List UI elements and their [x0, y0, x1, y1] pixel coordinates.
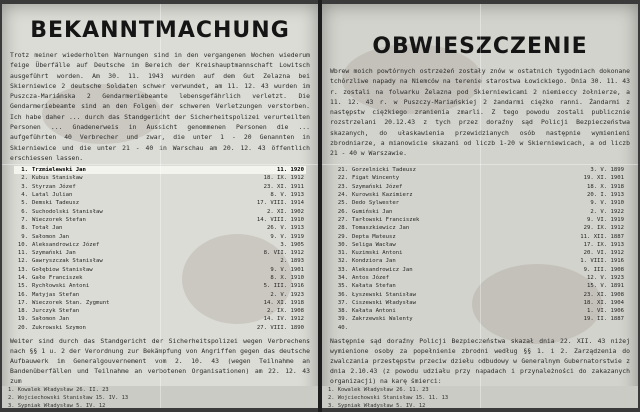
victim-birth-date: 14. XI. 1918: [263, 299, 304, 306]
victim-birth-date: 2. IX. 1908: [266, 308, 304, 315]
victim-number: 37.: [337, 299, 348, 306]
fold-crease: [322, 164, 638, 165]
victim-name: Szymański Jan: [32, 250, 76, 257]
victim-name: Rychłowski Antoni: [32, 283, 90, 290]
victim-number: 16.: [17, 291, 28, 298]
victim-birth-date: 2. V. 1922: [590, 208, 624, 215]
victim-number: 22.: [337, 175, 348, 182]
victim-number: 39.: [337, 316, 348, 323]
victim-birth-date: 19. XI. 1901: [583, 175, 624, 182]
victim-name: Sałomon Jan: [32, 233, 70, 240]
victim-birth-date: 17. IX. 1913: [583, 241, 624, 248]
victim-birth-date: 2. XI. 1902: [266, 208, 304, 215]
victim-number: 19.: [17, 316, 28, 323]
victim-birth-date: 1. VIII. 1916: [580, 258, 624, 265]
victim-birth-date: 9. VI. 1919: [586, 216, 624, 223]
victim-number: 1.: [21, 167, 28, 174]
victim-name: Gawryszczak Stanisław: [32, 258, 103, 265]
victim-number: 18.: [17, 308, 28, 315]
victim-name: Aleksandrowicz Józef: [32, 241, 100, 248]
victim-name: Figat Wincenty: [352, 175, 400, 182]
victim-birth-date: 2. 1893: [280, 258, 304, 265]
victim-birth-date: 14. VIII. 1910: [256, 216, 304, 223]
victim-birth-date: 20. I. 1913: [586, 192, 624, 199]
victim-number: 4.: [21, 192, 28, 199]
victim-number: 34.: [337, 275, 348, 281]
victim-number: 5.: [21, 200, 28, 207]
victim-name: Totał Jan: [32, 225, 63, 232]
victim-number: 8.: [21, 225, 28, 232]
victim-birth-date: 18. IX. 1912: [263, 175, 304, 182]
victim-birth-date: 23. XI. 1908: [583, 291, 624, 298]
victim-birth-date: 2. V. 1923: [270, 291, 304, 298]
victim-number: 20.: [17, 324, 28, 331]
victim-number: 9.: [21, 233, 28, 240]
victim-number: 40.: [337, 324, 348, 331]
victim-name: Dedo Sylwester: [352, 200, 400, 207]
second-list-row: 3. Sypniak Władysław 5. IV. 12: [328, 403, 426, 408]
poster-outro-german: Weiter sind durch das Standgericht der Sicherheitspolizei wegen Verbrechens nach §§ 1 u. 2 der Verordnung zur Bekämpfung von Angriffen gegen das deutsche Aufbauwerk im Generalgouvernement vom 2. 10. 43 (wegen Teilnahme an Bandenüberfällen und Teilnahme an verbotenen Organisationen) am 22. 12. 43 zum: [10, 337, 310, 385]
victim-birth-date: 3. V. 1899: [590, 167, 624, 174]
victim-number: 25.: [337, 200, 348, 207]
victim-number: 30.: [337, 241, 348, 248]
victim-birth-date: 23. XI. 1911: [263, 183, 304, 190]
victim-birth-date: 11. 1920: [277, 167, 304, 174]
victim-birth-date: 18. XI. 1904: [583, 299, 624, 306]
german-poster: [2, 4, 318, 408]
victim-name: Tarłowski Franciszek: [352, 216, 420, 223]
poster-title-german: BEKANNTMACHUNG: [30, 18, 290, 43]
victim-number: 15.: [17, 283, 28, 290]
victim-name: Latal Julian: [32, 192, 73, 199]
victim-number: 13.: [17, 266, 28, 273]
victim-number: 12.: [17, 258, 28, 265]
victim-birth-date: 8. X. 1910: [270, 275, 304, 281]
victim-number: 29.: [337, 233, 348, 240]
victim-name: Kubus Stanisław: [32, 175, 83, 182]
victim-name: Gorzelnicki Tadeusz: [352, 167, 416, 174]
victim-number: 3.: [21, 183, 28, 190]
victim-name: Kałata Antoni: [352, 308, 396, 315]
victim-name: Gałe Franciszek: [32, 275, 83, 281]
victim-birth-date: 11. XII. 1887: [580, 233, 624, 240]
victim-number: 31.: [337, 250, 348, 257]
victim-birth-date: 15. V. 1891: [586, 283, 624, 290]
victim-number: 6.: [21, 208, 28, 215]
victim-birth-date: 17. VIII. 1914: [256, 200, 304, 207]
victim-name: Wieczorek Stan. Zygmunt: [32, 299, 110, 306]
victim-number: 35.: [337, 283, 348, 290]
victim-name: Jurczyk Stefan: [32, 308, 80, 315]
victim-name: Gołębiow Stanisław: [32, 266, 93, 273]
victim-birth-date: 3. 1905: [280, 241, 304, 248]
victim-name: Trzmielewski Jan: [32, 167, 86, 174]
victim-birth-date: 18. X. 1918: [586, 183, 624, 190]
victim-name: Matyjas Stefan: [32, 291, 80, 298]
fold-crease: [2, 164, 318, 165]
victim-name: Wieczorek Stefan: [32, 216, 86, 223]
victim-name: Łyszewski Stanisław: [352, 291, 416, 298]
poster-title-polish: OBWIESZCZENIE: [372, 34, 588, 59]
victim-name: Kuzimski Antoni: [352, 250, 403, 257]
victim-number: 38.: [337, 308, 348, 315]
second-list-row: 2. Wojciechowski Stanisław 15. 11. 13: [328, 395, 449, 401]
victim-name: Seliga Wacław: [352, 241, 396, 248]
victim-birth-date: [504, 324, 626, 332]
victim-number: 33.: [337, 266, 348, 273]
victim-name: Sałomon Jan: [32, 316, 70, 323]
victim-name: Zukrowski Szymon: [32, 324, 86, 331]
victim-name: Suchodolski Stanisław: [32, 208, 103, 215]
victim-name: Kondziora Jan: [352, 258, 396, 265]
poster-intro-german: Trotz meiner wiederholten Warnungen sind in den vergangenen Wochen wiederum feige Überfälle auf Deutsche im Bereich der Kreishauptmannschaft Lowitsch ausgeführt worden. Am 30. 11. 1943 wurden auf dem Gut Zelazna bei Skierniewice 2 deutsche Soldaten schwer verwundet, am 11. 12. 43 wurden im Puszcza-Mariánska 2 Gendarmeriebeamte lebensgefährlich verletzt. Die Gendarmeriebeamte sind an den Folgen der schweren Verletzungen verstorben. Ich habe daher ... durch das Standgericht der Sicherheitspolizei verurteilten Personen ... Gnadenerweis in Aussicht genommenen Personen die ... aufgeführten 40 Verbrecher und zwar, die unter 1 - 20 Genannten in Skierniewice und die unter 21 - 40 in Warschau am 20. 12. 43 öffentlich erschiessen lassen.: [10, 51, 310, 162]
polish-poster: [322, 4, 638, 408]
victim-birth-date: 8. V. 1913: [270, 192, 304, 199]
victim-number: 24.: [337, 192, 348, 199]
poster-intro-polish: Wbrew moich powtórnych ostrzeżeń zostały znów w ostatnich tygodniach dokonane tchórzliwe napady na Niemców na terenie starostwa Łowickiego. Dnia 30. 11. 43 r. zostali na folwarku Żelazna pod Skierniewicami 2 niemieccy żołnierze, a 11. 12. 43 r. w Puszczy-Mariańskiej 2 żandarmi ciężko ranni. Żandarmi z następstw ciężkiego zranienia zmarli. Z tego powodu zostali publicznie rozstrzelani 20.12.43 z tych przez doraźny sąd Policji Bezpieczeństwa skazanych, do ułaskawienia przewidzianych osób następnie wymienieni zbrodniarze, a mianowicie skazani od liczb 1-20 w Skierniewicach, a od liczb 21 - 40 w Warszawie.: [330, 67, 630, 158]
victim-name: Gumiński Jan: [352, 208, 393, 215]
victim-birth-date: 19. II. 1887: [583, 316, 624, 323]
victim-name: Depta Mateusz: [352, 233, 396, 240]
victim-birth-date: 9. V. 1919: [270, 233, 304, 240]
victim-birth-date: 29. IX. 1912: [583, 225, 624, 232]
victim-name: Kurowski Kazimierz: [352, 192, 413, 199]
victim-birth-date: 1. VI. 1906: [586, 308, 624, 315]
victim-birth-date: 14. IV. 1912: [263, 316, 304, 323]
victim-birth-date: 27. VIII. 1890: [256, 324, 304, 331]
victim-name: Aleksandrowicz Jan: [352, 266, 413, 273]
victim-name: Antos Józef: [352, 275, 390, 281]
victim-birth-date: 8. VII. 1912: [263, 250, 304, 257]
fold-crease: [480, 4, 481, 408]
victim-birth-date: 5. III. 1916: [263, 283, 304, 290]
second-list-row: 1. Kowalek Władysław 26. 11. 23: [328, 387, 429, 393]
victim-number: 21.: [337, 167, 348, 174]
second-list-row: 3. Sypniak Władysław 5. IV. 12: [8, 403, 106, 408]
victim-number: 11.: [17, 250, 28, 257]
victim-number: 26.: [337, 208, 348, 215]
victim-number: 32.: [337, 258, 348, 265]
victim-number: 23.: [337, 183, 348, 190]
fold-crease: [160, 4, 161, 408]
victim-name: Zakrzewski Walenty: [352, 316, 413, 323]
victim-number: 28.: [337, 225, 348, 232]
victim-number: 27.: [337, 216, 348, 223]
victim-name: Demski Tadeusz: [32, 200, 80, 207]
victim-number: 7.: [21, 216, 28, 223]
poster-outro-polish: Następnie sąd doraźny Policji Bezpieczeństwa skazał dnia 22. XII. 43 niżej wymienione osoby za popełnienie zbrodni według §§ 1. i 2. Zarządzenia do zwalczania przestępstw przeciw dziełu odbudowy w Generalnym Gubernatorstwie z dnia 2.10.43 (z powodu udziału przy napadach i przynależności do zakazanych organizacji) na karę śmierci:: [330, 337, 630, 385]
victim-name: Szymański Józef: [352, 183, 403, 190]
second-list-row: 2. Wojciechowski Stanisław 15. IV. 13: [8, 395, 129, 401]
victim-number: 14.: [17, 275, 28, 281]
victim-birth-date: 9. III. 1908: [583, 266, 624, 273]
victim-birth-date: 26. V. 1913: [266, 225, 304, 232]
victim-name: Kałata Stefan: [352, 283, 396, 290]
victim-number: 17.: [17, 299, 28, 306]
victim-birth-date: 20. VI. 1912: [583, 250, 624, 257]
victim-number: 10.: [17, 241, 28, 248]
second-list-row: 1. Kowalek Władysław 26. II. 23: [8, 387, 109, 393]
victim-number: 36.: [337, 291, 348, 298]
victim-name: Tomaszkiewicz Jan: [352, 225, 410, 232]
victim-name: Ciszewski Władysław: [352, 299, 416, 306]
victim-birth-date: 12. V. 1923: [586, 275, 624, 281]
victim-name: Styrzan Józef: [32, 183, 76, 190]
victim-birth-date: 9. V. 1910: [590, 200, 624, 207]
victim-birth-date: 9. V. 1901: [270, 266, 304, 273]
victim-number: 2.: [21, 175, 28, 182]
